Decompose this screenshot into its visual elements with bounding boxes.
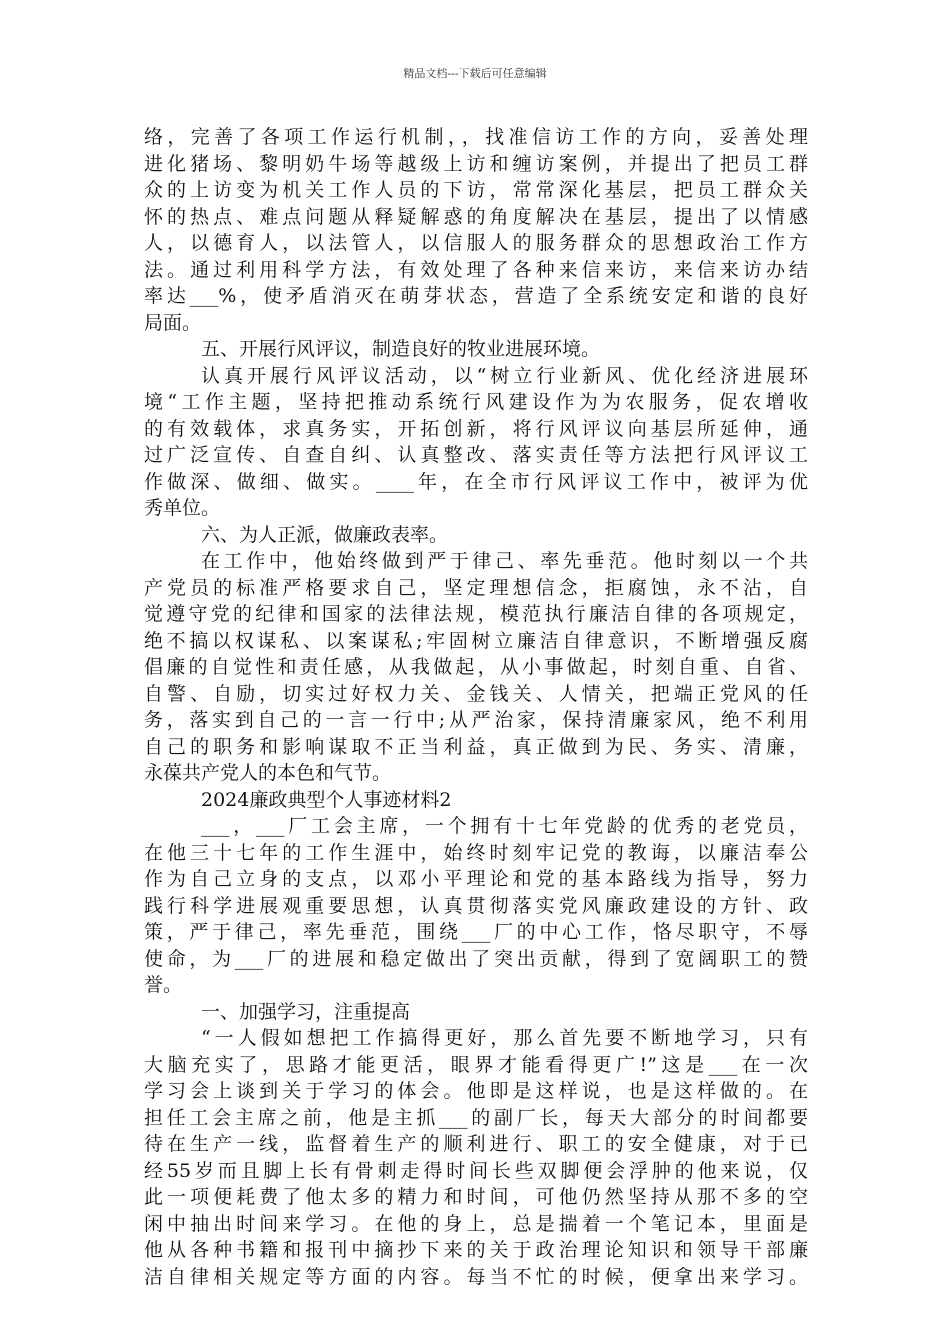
text-line: 在工作中，他始终做到严于律己、率先垂范。他时刻以一个共 xyxy=(201,550,808,572)
text-line: 率达___%，使矛盾消灭在萌芽状态，营造了全系统安定和谐的良好 xyxy=(144,285,808,307)
text-line: 认真开展行风评议活动，以“树立行业新风、优化经济进展环 xyxy=(201,364,808,387)
document-body xyxy=(144,124,808,1290)
text-line: 作做深、做细、做实。____年，在全市行风评议工作中，被评为优 xyxy=(144,470,808,493)
text-line: 自己的职务和影响谋取不正当利益，真正做到为民、务实、清廉， xyxy=(144,735,808,758)
text-line: 产党员的标准严格要求自己，坚定理想信念，拒腐蚀，永不沾，自 xyxy=(144,576,808,599)
text-line: 作为自己立身的支点，以邓小平理论和党的基本路线为指导，努力 xyxy=(144,868,808,890)
text-line: 怀的热点、难点问题从释疑解惑的角度解决在基层，提出了以情感 xyxy=(144,205,808,228)
text-line: 担任工会主席之前，他是主抓___的副厂长，每天大部分的时间都要 xyxy=(144,1106,808,1129)
text-line: 进化猪场、黎明奶牛场等越级上访和缠访案例，并提出了把员工群 xyxy=(144,152,808,175)
text-line: 经55岁而且脚上长有骨刺走得时间长些双脚便会浮肿的他来说，仅 xyxy=(144,1159,808,1182)
text-line: 他从各种书籍和报刊中摘抄下来的关于政治理论知识和领导干部廉 xyxy=(144,1239,808,1261)
text-line: 过广泛宣传、自查自纠、认真整改、落实责任等方法把行风评议工 xyxy=(144,444,808,466)
text-line: 在他三十七年的工作生涯中，始终时刻牢记党的教诲，以廉洁奉公 xyxy=(144,841,808,864)
text-line: 人，以德育人，以法管人，以信服人的服务群众的思想政治工作方 xyxy=(144,232,808,254)
text-line: 此一项便耗费了他太多的精力和时间，可他仍然坚持从那不多的空 xyxy=(144,1186,808,1208)
text-line: 誉。 xyxy=(144,974,183,996)
text-line: 绝不搞以权谋私、以案谋私;牢固树立廉洁自律意识，不断增强反腐 xyxy=(144,629,808,652)
text-line: 境“工作主题，坚持把推动系统行风建设作为为农服务，促农增收 xyxy=(144,391,808,413)
text-line: 待在生产一线，监督着生产的顺利进行、职工的安全健康，对于已 xyxy=(144,1133,808,1155)
text-line: 永葆共产党人的本色和气节。 xyxy=(144,762,392,784)
text-line: 学习会上谈到关于学习的体会。他即是这样说，也是这样做的。在 xyxy=(144,1080,808,1102)
text-line: 大脑充实了，思路才能更活，眼界才能看得更广!”这是___在一次 xyxy=(144,1053,808,1076)
text-line: “一人假如想把工作搞得更好，那么首先要不断地学习，只有 xyxy=(201,1027,808,1049)
text-line: 倡廉的自觉性和责任感，从我做起，从小事做起，时刻自重、自省、 xyxy=(144,656,808,678)
text-line: ___，___厂工会主席，一个拥有十七年党龄的优秀的老党员， xyxy=(201,815,808,837)
text-line: 2024廉政典型个人事迹材料2 xyxy=(201,788,452,811)
text-line: 自警、自励，切实过好权力关、金钱关、人情关，把端正党风的任 xyxy=(144,682,808,705)
text-line: 践行科学进展观重要思想，认真贯彻落实党风廉政建设的方针、政 xyxy=(144,894,808,917)
text-line: 秀单位。 xyxy=(144,497,221,519)
text-line: 洁自律相关规定等方面的内容。每当不忙的时候，便拿出来学习。 xyxy=(144,1265,808,1288)
text-line: 络，完善了各项工作运行机制，，找准信访工作的方向，妥善处理 xyxy=(144,126,808,148)
text-line: 局面。 xyxy=(144,311,202,334)
text-line: 务，落实到自己的一言一行中;从严治家，保持清廉家风，绝不利用 xyxy=(144,709,808,731)
text-line: 使命，为___厂的进展和稳定做出了突出贡献，得到了宽阔职工的赞 xyxy=(144,947,808,970)
text-line: 闲中抽出时间来学习。在他的身上，总是揣着一个笔记本，里面是 xyxy=(144,1212,808,1235)
text-line: 策，严于律己，率先垂范，围绕___厂的中心工作，恪尽职守，不辱 xyxy=(144,921,808,943)
page-header: 精品文档---下载后可任意编辑 xyxy=(403,67,547,80)
text-line: 五、开展行风评议，制造良好的牧业进展环境。 xyxy=(201,338,601,360)
text-line: 一、加强学习，注重提高 xyxy=(201,1000,411,1023)
text-line: 的有效载体，求真务实，开拓创新，将行风评议向基层所延伸，通 xyxy=(144,417,808,440)
text-line: 觉遵守党的纪律和国家的法律法规，模范执行廉洁自律的各项规定， xyxy=(144,603,808,625)
text-line: 众的上访变为机关工作人员的下访，常常深化基层，把员工群众关 xyxy=(144,179,808,201)
text-line: 法。通过利用科学方法，有效处理了各种来信来访，来信来访办结 xyxy=(144,258,808,281)
text-line: 六、为人正派，做廉政表率。 xyxy=(201,523,449,546)
